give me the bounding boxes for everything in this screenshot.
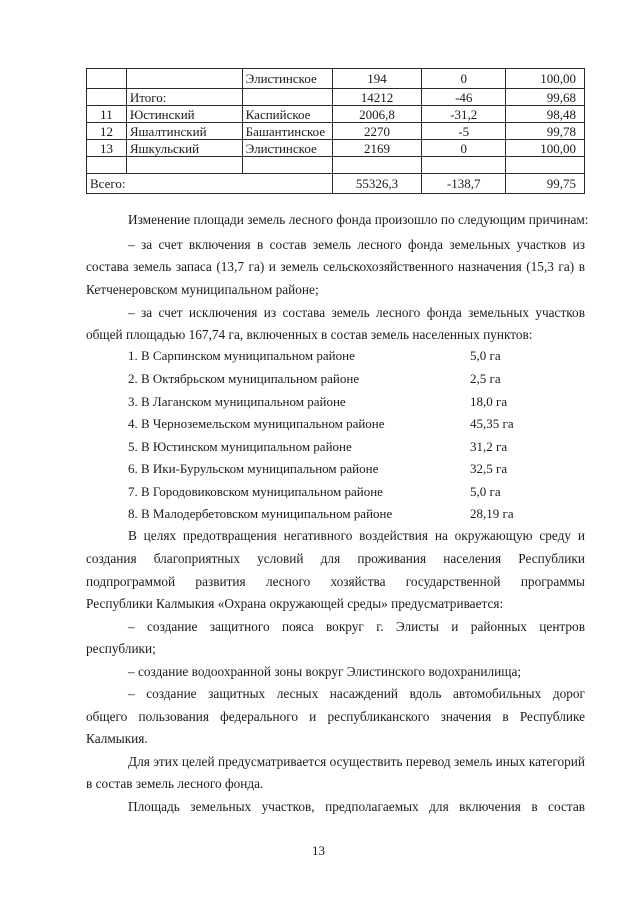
table-row: [87, 69, 585, 89]
percent-cell: 100,00: [506, 69, 585, 89]
paragraph-line: Республики Калмыкия «Охрана окружающей среды» предусматривается:: [86, 596, 504, 611]
paragraph-line: общей площадью 167,74 га, включенных в состав земель населенных пунктов:: [86, 327, 533, 342]
list-item-value: 5,0 га: [470, 484, 501, 499]
percent-cell: 100,00: [506, 140, 585, 157]
list-item: [128, 394, 508, 410]
paragraph-line: – за счет исключения из состава земель лесного фонда земельных участков: [128, 305, 585, 320]
change-cell: 0: [422, 69, 506, 89]
list-item-value: 5,0 га: [470, 348, 501, 363]
row-number: 11: [87, 106, 127, 123]
land-fund-table: [86, 68, 585, 194]
change-cell: -31,2: [422, 106, 506, 123]
paragraph-line: подпрограммой развития лесного хозяйства государственной программы: [86, 574, 585, 589]
list-item-label: 4. В Черноземельском муниципальном районе: [128, 416, 385, 431]
list-item-value: 2,5 га: [470, 371, 501, 386]
paragraph-line: создания благоприятных условий для проживания населения Республики: [86, 551, 585, 566]
total-change: -138,7: [422, 174, 506, 194]
table-row: [87, 123, 585, 140]
paragraph-line: – создание защитного пояса вокруг г. Элисты и районных центров: [128, 619, 585, 634]
list-item-value: 31,2 га: [470, 439, 508, 454]
list-item: [128, 506, 514, 522]
total-label: Всего:: [87, 174, 333, 194]
district-cell: Юстинский: [126, 106, 242, 123]
list-item-label: 5. В Юстинском муниципальном районе: [128, 439, 352, 454]
row-number: [87, 89, 127, 106]
list-item: [128, 371, 501, 387]
paragraph: Изменение площади земель лесного фонда произошло по следующим причинам:: [128, 212, 589, 227]
change-cell: -46: [422, 89, 506, 106]
table-row-empty: [87, 157, 585, 174]
settlement-cell: Башантинское: [242, 123, 332, 140]
change-cell: -5: [422, 123, 506, 140]
settlement-cell: [242, 89, 332, 106]
list-item-label: 1. В Сарпинском муниципальном районе: [128, 348, 355, 363]
paragraph-line: Калмыкия.: [86, 731, 148, 746]
area-cell: 2270: [332, 123, 422, 140]
paragraph-line: республики;: [86, 641, 156, 656]
list-item: [128, 461, 508, 477]
paragraph-line: – за счет включения в состав земель лесного фонда земельных участков из: [128, 237, 585, 252]
paragraph-line: Для этих целей предусматривается осуществить перевод земель иных категорий: [128, 754, 585, 769]
list-item: [128, 348, 501, 364]
percent-cell: 99,68: [506, 89, 585, 106]
total-area: 55326,3: [332, 174, 422, 194]
settlement-cell: Элистинское: [242, 69, 332, 89]
list-item-label: 6. В Ики-Бурульском муниципальном районе: [128, 461, 379, 476]
total-percent: 99,75: [506, 174, 585, 194]
list-item-label: 2. В Октябрьском муниципальном районе: [128, 371, 360, 386]
list-item-value: 45,35 га: [470, 416, 514, 431]
row-number: 13: [87, 140, 127, 157]
paragraph-line: – создание защитных лесных насаждений вдоль автомобильных дорог: [128, 686, 585, 701]
paragraph-line: состава земель запаса (13,7 га) и земель сельскохозяйственного назначения (15,3 га) в: [86, 259, 585, 274]
district-cell: Яшалтинский: [126, 123, 242, 140]
list-item-value: 18,0 га: [470, 394, 508, 409]
district-cell: Яшкульский: [126, 140, 242, 157]
area-cell: 194: [332, 69, 422, 89]
list-item: [128, 416, 514, 432]
area-cell: 2169: [332, 140, 422, 157]
table-row: [87, 89, 585, 106]
paragraph-line: Кетченеровском муниципальном районе;: [86, 282, 319, 297]
subtotal-label: Итого:: [126, 89, 242, 106]
row-number: [87, 69, 127, 89]
list-item: [128, 484, 501, 500]
district-cell: [126, 69, 242, 89]
list-item-label: 7. В Городовиковском муниципальном районе: [128, 484, 383, 499]
list-item-label: 8. В Малодербетовском муниципальном районе: [128, 506, 393, 521]
settlement-cell: Каспийское: [242, 106, 332, 123]
percent-cell: 98,48: [506, 106, 585, 123]
page-number: 13: [312, 843, 325, 858]
row-number: 12: [87, 123, 127, 140]
area-cell: 2006,8: [332, 106, 422, 123]
settlement-cell: Элистинское: [242, 140, 332, 157]
paragraph-line: общего пользования федерального и республиканского значения в Республике: [86, 709, 585, 724]
paragraph: – создание водоохранной зоны вокруг Элистинского водохранилища;: [128, 664, 522, 679]
table-row: [87, 140, 585, 157]
table-row: [87, 106, 585, 123]
paragraph-line: В целях предотвращения негативного воздействия на окружающую среду и: [128, 528, 585, 543]
table-total-row: [87, 174, 585, 194]
change-cell: 0: [422, 140, 506, 157]
percent-cell: 99,78: [506, 123, 585, 140]
list-item-value: 28,19 га: [470, 506, 514, 521]
paragraph-line: в состав земель лесного фонда.: [86, 776, 264, 791]
paragraph-line: Площадь земельных участков, предполагаемых для включения в состав: [128, 799, 585, 814]
list-item-value: 32,5 га: [470, 461, 508, 476]
list-item: [128, 439, 508, 455]
area-cell: 14212: [332, 89, 422, 106]
list-item-label: 3. В Лаганском муниципальном районе: [128, 394, 346, 409]
